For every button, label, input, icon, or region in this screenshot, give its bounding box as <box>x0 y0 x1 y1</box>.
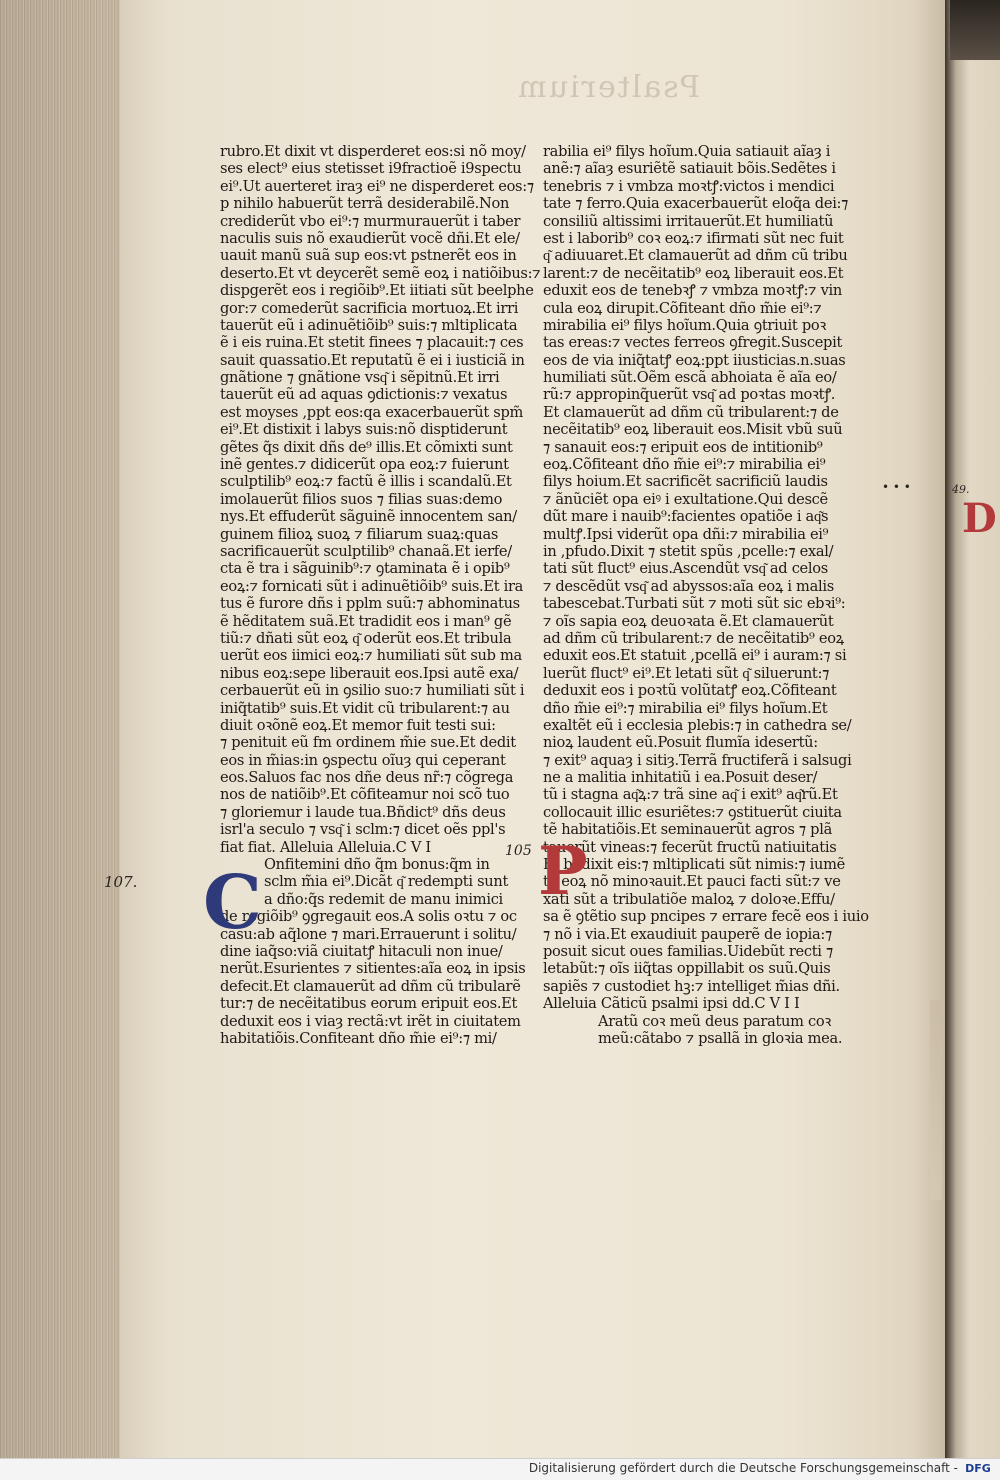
text-line: nos de natiõib⁹.Et cõfiteamur noi scõ tuo <box>220 786 510 804</box>
text-line: rabilia ei⁹ filys hoĩum.Quia satiauit aĩaȝ i <box>543 143 831 160</box>
text-line: dño m̃ie ei⁹:⁊ mirabilia ei⁹ filys hoĩum.Et <box>543 699 828 717</box>
text-line: uerũt eos iimici eoꝝ:⁊ humiliati sũt sub ma <box>220 647 522 665</box>
text-line: exaltẽt eũ i ecclesia plebis:⁊ in cathedra se/ <box>543 716 852 734</box>
text-line: nioꝝ laudent eũ.Posuit flumĩa idesertũ: <box>543 734 818 752</box>
text-line: diuit oꝛõnẽ eoꝝ.Et memor fuit testi sui: <box>220 716 496 734</box>
text-line: cerbauerũt eũ in ꝯsilio suo:⁊ humiliati sũt i <box>220 682 525 700</box>
next-page-strip <box>945 0 1000 1458</box>
rubricated-initial-p: P <box>538 832 588 910</box>
margin-note-105: 105 <box>505 843 532 859</box>
text-line: consiliũ altissimi irritauerũt.Et humiliatũ <box>543 212 834 230</box>
text-line: dispgerẽt eos i regiõib⁹.Et iitiati sũt beelphe <box>220 282 534 300</box>
dfg-logo: DFG <box>965 1462 991 1475</box>
text-line: fiat fiat. Alleluia Alleluia.C V I <box>220 838 431 856</box>
text-line: isrl'a seculo ⁊ vsq͂ i sclm:⁊ dicet oẽs ppl's <box>220 821 506 839</box>
text-line: eduxit eos.Et statuit ,pcellã ei⁹ i auram:⁊ si <box>543 647 847 665</box>
digitization-footer <box>0 1458 1000 1480</box>
text-line: tũ i stagna aq͂ꝝ:⁊ trã sine aq͂ i exit⁹ aq͂rũ.Et <box>543 786 838 804</box>
text-line: ei⁹.Ut auerteret iraȝ ei⁹ ne disperderet eos:⁊ <box>220 177 534 195</box>
text-line: a dño:q̃s redemit de manu inimici <box>264 890 503 908</box>
text-line: nibus eoꝝ:sepe liberauit eos.Ipsi autẽ exa/ <box>220 664 519 682</box>
margin-note-dots: • • • <box>882 480 911 494</box>
text-line: Et clamauerũt ad dñm cũ tribularent:⁊ de <box>543 403 839 421</box>
book-edge-left <box>0 0 120 1458</box>
text-line: eos in m̃ias:in ꝯspectu oĩuȝ qui ceperant <box>220 751 506 769</box>
text-line: de regiõib⁹ ꝯgregauit eos.A solis oꝛtu ⁊ oc <box>220 908 517 926</box>
text-line: collocauit illic esuriẽtes:⁊ ꝯstituerũt ciuita <box>543 803 842 821</box>
text-line: iniq̃tatib⁹ suis.Et vidit cũ tribularent:⁊ au <box>220 699 510 717</box>
text-line: rubro.Et dixit vt disperderet eos:si nõ moy/ <box>220 143 526 160</box>
margin-note-107: 107. <box>104 873 138 891</box>
text-line: ta eoꝝ nõ minoꝛauit.Et pauci facti sũt:⁊ ve <box>543 873 841 891</box>
text-line: luerũt fluct⁹ ei⁹.Et letati sũt q͂ siluerunt:⁊ <box>543 664 830 682</box>
text-line: crediderũt vbo ei⁹:⁊ murmurauerũt i taber <box>220 212 521 230</box>
text-line: tur:⁊ de necẽitatibus eorum eripuit eos.Et <box>220 995 518 1013</box>
text-line: sapiẽs ⁊ custodiet hꝫ:⁊ intelliget m̃ias dñi. <box>543 977 840 995</box>
text-line: eos.Saluos fac nos dñe deus nr̃:⁊ cõgrega <box>220 769 514 787</box>
margin-note-49: 49. <box>952 483 970 496</box>
text-line: deduxit eos i poꝛtũ volũtatꝭ eoꝝ.Cõfiteant <box>543 682 837 700</box>
text-line: dũt mare i nauib⁹:facientes opatiõe i aq͂s <box>543 508 829 526</box>
text-line: eoꝝ:⁊ fornicati sũt i adinuẽtiõib⁹ suis.Et ira <box>220 577 524 595</box>
text-line: xati sũt a tribulatiõe maloꝝ ⁊ doloꝛe.Effu/ <box>543 890 835 908</box>
text-line: ⁊ ãnũciẽt opa eiꝰ i exultatione.Qui descẽ <box>543 490 828 508</box>
text-line: defecit.Et clamauerũt ad dñm cũ tribularẽ <box>220 977 521 995</box>
text-line: necẽitatib⁹ eoꝝ liberauit eos.Misit vbũ suũ <box>543 421 843 439</box>
text-line: tas ereas:⁊ vectes ferreos ꝯfregit.Suscepit <box>543 334 843 352</box>
text-line: q͂ adiuuaret.Et clamauerũt ad dñm cũ tribu <box>543 247 848 265</box>
text-line: ⁊ nõ i via.Et exaudiuit pauperẽ de iopia:⁊ <box>543 925 833 943</box>
text-line: cta ẽ tra i sãguinib⁹:⁊ ꝯtaminata ẽ i opib⁹ <box>220 560 510 578</box>
running-head: Psalterium <box>516 70 700 105</box>
text-line: letabũt:⁊ oĩs iiq̃tas oppillabit os suũ.Quis <box>543 960 831 978</box>
neighbor-page-initial: D <box>962 495 997 542</box>
text-line: ⁊ exit⁹ aquaȝ i sitiȝ.Terrã fructiferã i salsugi <box>543 751 852 769</box>
page-tab-edge <box>930 1000 942 1200</box>
text-line: ⁊ descẽdũt vsq͂ ad abyssos:aĩa eoꝝ i malis <box>543 577 834 595</box>
text-line: ⁊ gloriemur i laude tua.Bñdict⁹ dñs deus <box>220 803 506 821</box>
text-line: casu:ab aq̃lone ⁊ mari.Errauerunt i solitu/ <box>220 925 517 943</box>
text-line: meũ:cãtabo ⁊ psallã in gloꝛia mea. <box>598 1029 843 1047</box>
text-line: deduxit eos i viaȝ rectã:vt irẽt in ciuitatem <box>220 1012 521 1030</box>
text-line: ⁊ oĩs sapia eoꝝ deuoꝛata ẽ.Et clamauerũt <box>543 612 834 630</box>
text-line: nys.Et effuderũt sãguinẽ innocentem san/ <box>220 508 517 526</box>
text-line: eoꝝ.Cõfiteant dño m̃ie ei⁹:⁊ mirabilia ei⁹ <box>543 456 826 474</box>
text-line: filys hoium.Et sacrificẽt sacrificiũ laudis <box>543 473 828 491</box>
text-line: sacrificauerũt sculptilib⁹ chanaã.Et ierfe/ <box>220 542 512 560</box>
text-line: Onfitemini dño q̃m bonus:q̃m in <box>264 856 490 874</box>
text-line: sa ẽ ꝯtẽtio sup pncipes ⁊ errare fecẽ eos i iuio <box>543 908 869 926</box>
text-line: posuit sicut oues familias.Uidebũt recti ⁊ <box>543 942 833 960</box>
text-line: multꝭ.Ipsi viderũt opa dñi:⁊ mirabilia ei⁹ <box>543 525 829 543</box>
text-line: ne a malitia inhitatiũ i ea.Posuit deser/ <box>543 769 818 787</box>
text-line: Alleluia Cãticũ psalmi ipsi dd.C V I I <box>543 995 800 1013</box>
text-line: mirabilia ei⁹ filys hoĩum.Quia ꝯtriuit poꝛ <box>543 316 826 334</box>
text-line: Aratũ coꝛ meũ deus paratum coꝛ <box>598 1012 831 1030</box>
text-line: ẽ hẽditatem suã.Et tradidit eos i man⁹ gẽ <box>220 612 512 630</box>
text-line: uauit manũ suã sup eos:vt pstnerẽt eos in <box>220 247 517 265</box>
text-line: tenebris ⁊ i vmbza moꝛtꝭ:victos i mendici <box>543 177 835 195</box>
text-line: habitatiõis.Confiteant dño m̃ie ei⁹:⁊ mi/ <box>220 1029 497 1047</box>
text-line: gor:⁊ comederũt sacrificia mortuoꝝ.Et irri <box>220 299 519 317</box>
text-line: est moyses ,ppt eos:qa exacerbauerũt spm̃ <box>220 403 524 421</box>
text-line: tiũ:⁊ dñati sũt eoꝝ q͂ oderũt eos.Et tribula <box>220 629 512 647</box>
text-line: in ,pfudo.Dixit ⁊ stetit spũs ,pcelle:⁊ exal/ <box>543 542 834 560</box>
text-line: eos de via iniq̃tatꝭ eoꝝ:ppt iiusticias.n.suas <box>543 351 846 369</box>
text-line: dine iaq̃so:viã ciuitatꝭ hitaculi non inue/ <box>220 942 503 960</box>
text-line: larent:⁊ de necẽitatib⁹ eoꝝ liberauit eos.Et <box>543 264 844 282</box>
text-line: imolauerũt filios suos ⁊ filias suas:demo <box>220 490 503 508</box>
text-line: deserto.Et vt deycerẽt semẽ eoꝝ i natiõibus:⁊ <box>220 264 541 282</box>
text-line: inẽ gentes.⁊ didicerũt opa eoꝝ:⁊ fuierunt <box>220 456 509 474</box>
text-line: gnãtione ⁊ gnãtione vsq͂ i sẽpitnũ.Et irri <box>220 369 500 387</box>
text-line: tauerũt eũ i adinuẽtiõib⁹ suis:⁊ mltiplicata <box>220 316 518 334</box>
text-line: tus ẽ furore dñs i pplm suũ:⁊ abhominatus <box>220 595 520 613</box>
text-line: eduxit eos de tenebꝛꝭ ⁊ vmbza moꝛtꝭ:⁊ vin <box>543 282 842 300</box>
text-line: rũ:⁊ appropinq̃uerũt vsq͂ ad poꝛtas moꝛtꝭ. <box>543 386 836 404</box>
text-line: est i laborib⁹ coꝛ eoꝝ:⁊ ifirmati sũt nec fuit <box>543 229 844 247</box>
text-line: naculis suis nõ exaudierũt vocẽ dñi.Et ele/ <box>220 229 520 247</box>
text-line: tauerũt eũ ad aquas ꝯdictionis:⁊ vexatus <box>220 386 508 404</box>
text-line: tauerũt vineas:⁊ fecerũt fructũ natiuitatis <box>543 838 837 856</box>
text-line: tẽ habitatiõis.Et seminauerũt agros ⁊ plã <box>543 821 832 839</box>
illuminated-initial-c: C <box>203 860 262 946</box>
text-line: cula eoꝝ dirupit.Cõfiteant dño m̃ie ei⁹:⁊ <box>543 299 822 317</box>
text-line: ⁊ penituit eũ fm ordinem m̃ie sue.Et dedit <box>220 734 516 752</box>
text-line: tati sũt fluct⁹ eius.Ascendũt vsq͂ ad celos <box>543 560 828 578</box>
text-line: sculptilib⁹ eoꝝ:⁊ factũ ẽ illis i scandalũ.Et <box>220 473 512 491</box>
text-line: nerũt.Esurientes ⁊ sitientes:aĩa eoꝝ in ipsis <box>220 960 526 978</box>
text-line: tate ⁊ ferro.Quia exacerbauerũt eloq̃a dei:⁊ <box>543 195 849 213</box>
binding-shadow <box>950 0 1000 60</box>
text-line: guinem filioꝝ suoꝝ ⁊ filiarum suaꝝ:quas <box>220 525 499 543</box>
text-line: ses elect⁹ eius stetisset i9fractioẽ i9spectu <box>220 160 522 178</box>
text-line: Et bñdixit eis:⁊ mltiplicati sũt nimis:⁊ iumẽ <box>543 856 845 874</box>
footer-credit-text: Digitalisierung gefördert durch die Deutsche Forschungsgemeinschaft - <box>528 1461 958 1475</box>
text-line: tabescebat.Turbati sũt ⁊ moti sũt sic ebꝛi⁹: <box>543 595 846 613</box>
text-line: ⁊ sanauit eos:⁊ eripuit eos de intitionib⁹ <box>543 438 823 456</box>
text-line: gẽtes q̃s dixit dñs de⁹ illis.Et cõmixti sunt <box>220 438 513 456</box>
text-line: anẽ:⁊ aĩaȝ esuriẽtẽ satiauit bõis.Sedẽtes i <box>543 160 836 178</box>
text-line: humiliati sũt.Oẽm escã abhoiata ẽ aĩa eo/ <box>543 369 837 387</box>
text-line: sauit quassatio.Et reputatũ ẽ ei i iusticiã in <box>220 351 525 369</box>
text-line: ad dñm cũ tribularent:⁊ de necẽitatib⁹ eoꝝ <box>543 629 844 647</box>
text-line: ẽ i eis ruina.Et stetit finees ⁊ placauit:⁊ ces <box>220 334 524 352</box>
text-line: sclm m̃ia ei⁹.Dicãt q͂ redempti sunt <box>264 873 509 891</box>
right-text-column <box>543 143 869 1047</box>
text-line: ei⁹.Et distixit i labys suis:nõ disptiderunt <box>220 421 508 439</box>
text-line: p nihilo habuerũt terrã desiderabilẽ.Non <box>220 195 510 213</box>
